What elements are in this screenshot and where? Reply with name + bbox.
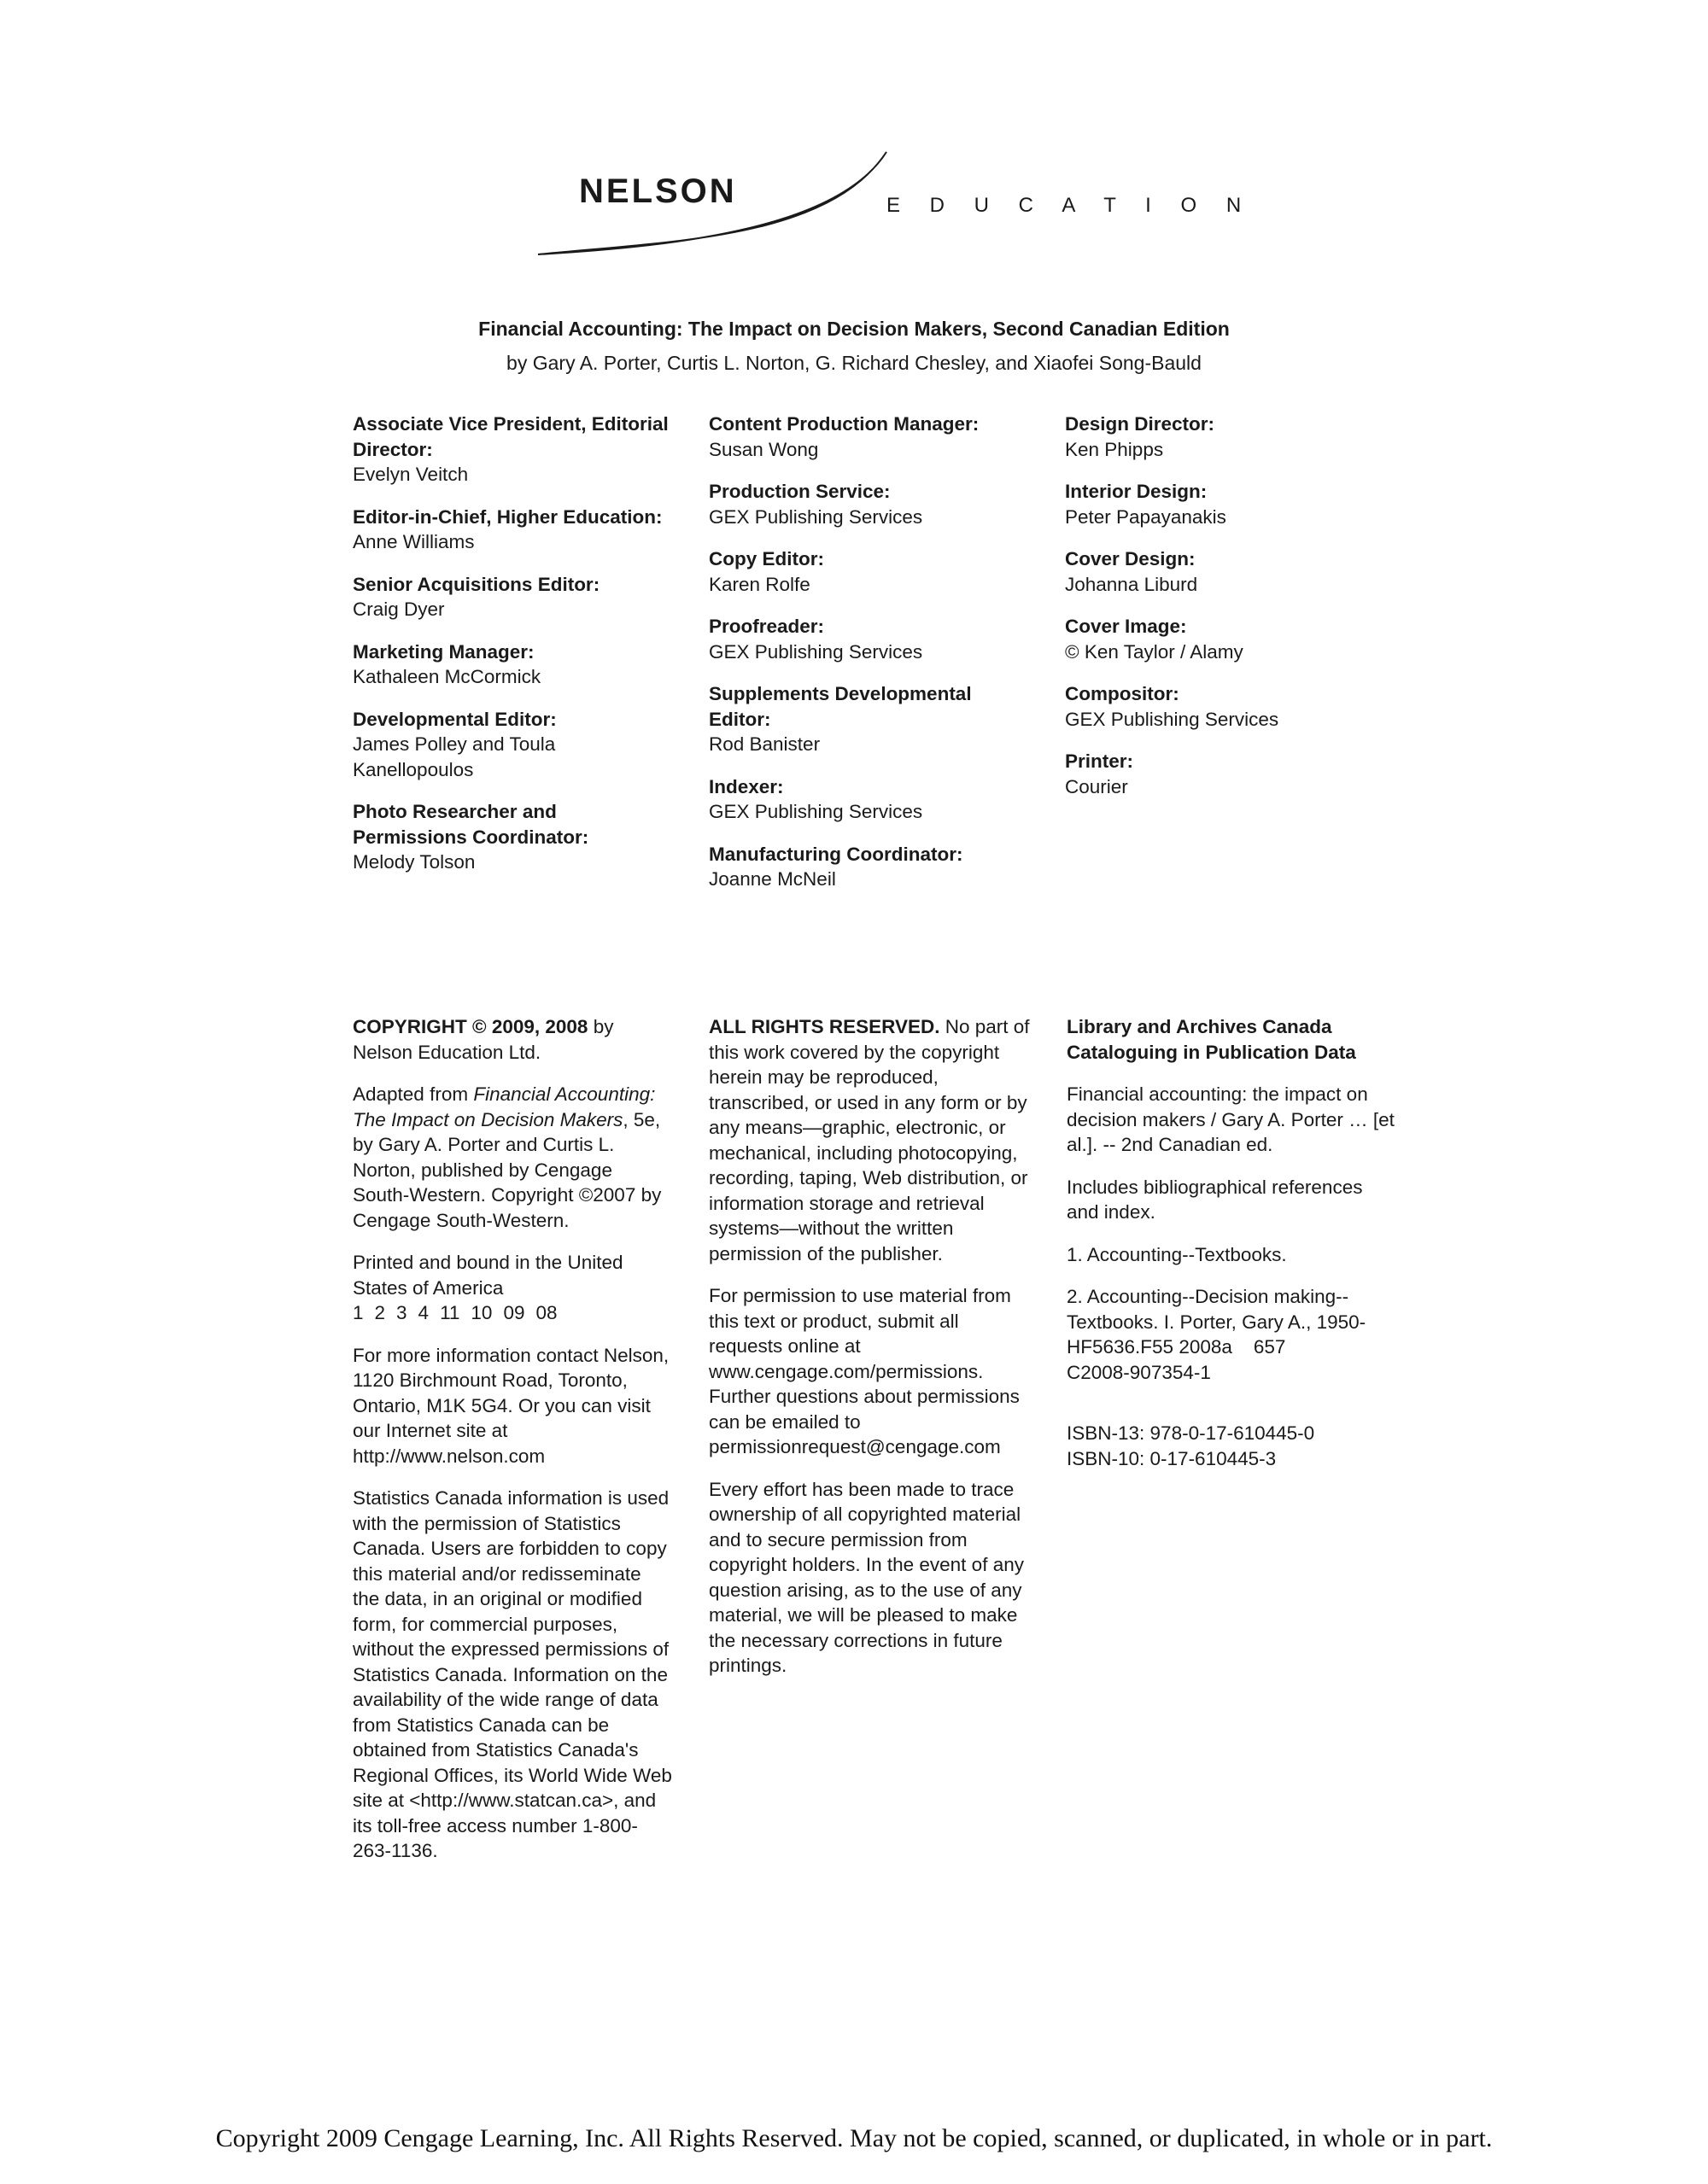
credit-name: GEX Publishing Services <box>709 640 923 663</box>
credit-entry <box>353 505 694 555</box>
print-number: 2 <box>374 1302 386 1323</box>
credit-role: Content Production Manager: <box>709 413 980 435</box>
rights-text: No part of this work covered by the copyright herein may be reproduced, transcribed, or used in any form or by any means—graphic, electronic, or mechanical, including photocopying, recording, taping, Web distribution, or information storage and retrieval systems—without the written permission of the publisher. <box>709 1016 1030 1264</box>
legal-column-2 <box>709 1014 1038 1696</box>
credit-entry <box>709 842 1050 892</box>
lac-call-number: HF5636.F55 2008a 657 <box>1067 1336 1286 1358</box>
rights-heading: ALL RIGHTS RESERVED. <box>709 1016 940 1037</box>
credit-entry <box>353 799 609 875</box>
print-number: 4 <box>418 1302 430 1323</box>
nelson-education-logo <box>521 145 1254 265</box>
print-number: 09 <box>503 1302 525 1323</box>
lac-biblio: Includes bibliographical references and index. <box>1067 1176 1363 1223</box>
copyright-text: by Nelson Education Ltd. <box>353 1016 614 1063</box>
credits-column-3 <box>1065 412 1407 816</box>
credit-name: James Polley and Toula Kanellopoulos <box>353 733 556 780</box>
credit-role: Proofreader: <box>709 616 825 637</box>
printed-text: Printed and bound in the United States of America <box>353 1252 623 1299</box>
credit-entry <box>1065 546 1407 597</box>
adapted-post-text: , 5e, by Gary A. Porter and Curtis L. Norton, published by Cengage South-Western. Copyright ©2007 by Cengage South-Western. <box>353 1108 662 1231</box>
credit-entry <box>1065 479 1407 529</box>
adapted-title: Financial Accounting: The Impact on Decision Makers <box>353 1083 656 1130</box>
copyright-notice <box>353 1014 673 1065</box>
legal-column-1 <box>353 1014 673 1881</box>
print-number-line <box>353 1300 673 1326</box>
credit-name: Anne Williams <box>353 531 475 552</box>
credit-role: Interior Design: <box>1065 481 1208 502</box>
credit-name: GEX Publishing Services <box>709 801 923 822</box>
credit-role: Photo Researcher and Permissions Coordinator: <box>353 801 589 848</box>
credit-name: GEX Publishing Services <box>709 505 923 528</box>
credit-name: Karen Rolfe <box>709 573 810 595</box>
credit-role: Manufacturing Coordinator: <box>709 843 963 865</box>
credit-role: Compositor: <box>1065 683 1179 704</box>
credit-entry <box>709 479 1050 529</box>
credit-role: Senior Acquisitions Editor: <box>353 573 600 595</box>
print-number: 08 <box>535 1302 558 1323</box>
credit-name: Joanne McNeil <box>709 868 836 890</box>
book-title: Financial Accounting: The Impact on Decision Makers, Second Canadian Edition <box>478 318 1230 340</box>
print-number: 3 <box>396 1302 407 1323</box>
credit-name: Rod Banister <box>709 733 821 755</box>
lac-subject-2: 2. Accounting--Decision making--Textbooks. I. Porter, Gary A., 1950- <box>1067 1286 1366 1333</box>
print-number: 10 <box>471 1302 493 1323</box>
print-number: 1 <box>353 1302 364 1323</box>
credit-entry <box>1065 412 1407 462</box>
lac-subject-2-block <box>1067 1284 1395 1385</box>
footer-copyright: Copyright 2009 Cengage Learning, Inc. All Rights Reserved. May not be copied, scanned, or duplicated, in whole or in part. <box>215 2124 1493 2152</box>
credit-name: Melody Tolson <box>353 851 476 873</box>
printed-in <box>353 1250 673 1326</box>
credit-name: Kathaleen McCormick <box>353 666 541 687</box>
statcan-notice: Statistics Canada information is used with the permission of Statistics Canada. Users are forbidden to copy this material and/or redisseminate the data, in an original or modified form, for commercial purposes, without the expressed permissions of Statistics Canada. Information on the availability of the wide range of data from Statistics Canada can be obtained from Statistics Canada's Regional Offices, its World Wide Web site at <http://www.statcan.ca>, and its toll-free access number 1-800-263-1136. <box>353 1487 672 1861</box>
credit-name: Susan Wong <box>709 438 819 460</box>
credits-column-1 <box>353 412 694 892</box>
credit-role: Production Service: <box>709 481 891 502</box>
rights-reserved <box>709 1014 1038 1266</box>
lac-heading: Library and Archives Canada Cataloguing in Publication Data <box>1067 1016 1356 1063</box>
adapted-from <box>353 1082 673 1233</box>
credit-entry <box>709 614 1050 664</box>
credit-entry <box>709 681 999 757</box>
credit-name: Courier <box>1065 775 1128 797</box>
credit-name: Evelyn Veitch <box>353 464 469 485</box>
credit-role: Developmental Editor: <box>353 708 557 730</box>
credit-entry <box>709 412 1050 462</box>
credit-role: Cover Design: <box>1065 548 1196 569</box>
isbn-13: ISBN-13: 978-0-17-610445-0 <box>1067 1422 1315 1444</box>
lac-subject-1: 1. Accounting--Textbooks. <box>1067 1243 1287 1265</box>
logo-nelson-text: NELSON <box>579 172 737 210</box>
credit-entry <box>353 412 694 488</box>
credit-name: GEX Publishing Services <box>1065 708 1279 730</box>
legal-column-3 <box>1067 1014 1395 1471</box>
lac-entry: Financial accounting: the impact on decision makers / Gary A. Porter … [et al.]. -- 2nd Canadian ed. <box>1067 1083 1395 1155</box>
effort-notice: Every effort has been made to trace ownership of all copyrighted material and to secure permission from copyright holders. In the event of any question arising, as to the use of any material, we will be pleased to make the necessary corrections in future printings. <box>709 1478 1024 1676</box>
credit-role: Marketing Manager: <box>353 640 535 663</box>
credit-role: Cover Image: <box>1065 616 1187 637</box>
credit-role: Editor-in-Chief, Higher Education: <box>353 505 663 528</box>
credit-name: Craig Dyer <box>353 599 445 620</box>
credit-role: Supplements Developmental Editor: <box>709 683 972 730</box>
isbn-10: ISBN-10: 0-17-610445-3 <box>1067 1447 1277 1469</box>
credit-name: Ken Phipps <box>1065 438 1164 460</box>
credits-column-2 <box>709 412 1050 909</box>
credit-name: Peter Papayanakis <box>1065 505 1226 528</box>
credit-entry <box>353 639 694 690</box>
copyright-heading: COPYRIGHT © 2009, 2008 <box>353 1016 588 1037</box>
credit-role: Associate Vice President, Editorial Director: <box>353 413 669 460</box>
logo-education-text: E D U C A T I O N <box>886 194 1254 217</box>
permission-info: For permission to use material from this text or product, submit all requests online at www.cengage.com/permissions. Further questions about permissions can be emailed to permissionrequest@cengage.com <box>709 1285 1020 1457</box>
credit-entry <box>1065 614 1407 664</box>
lac-control-number: C2008-907354-1 <box>1067 1361 1211 1383</box>
credit-entry <box>709 774 1050 825</box>
credit-entry <box>353 707 600 783</box>
adapted-pre-text: Adapted from <box>353 1083 474 1105</box>
credit-role: Design Director: <box>1065 413 1215 435</box>
credit-role: Printer: <box>1065 750 1134 772</box>
contact-info: For more information contact Nelson, 1120 Birchmount Road, Toronto, Ontario, M1K 5G4. Or you can visit our Internet site at http://www.nelson.com <box>353 1344 670 1467</box>
print-number: 11 <box>440 1302 460 1323</box>
credit-entry <box>709 546 1050 597</box>
credit-role: Copy Editor: <box>709 548 824 569</box>
credit-entry <box>1065 681 1407 732</box>
credit-role: Indexer: <box>709 775 784 797</box>
credit-name: © Ken Taylor / Alamy <box>1065 640 1243 663</box>
credit-entry <box>353 572 694 622</box>
credit-name: Johanna Liburd <box>1065 573 1198 595</box>
book-byline: by Gary A. Porter, Curtis L. Norton, G. Richard Chesley, and Xiaofei Song-Bauld <box>506 352 1202 374</box>
credit-entry <box>1065 749 1407 799</box>
